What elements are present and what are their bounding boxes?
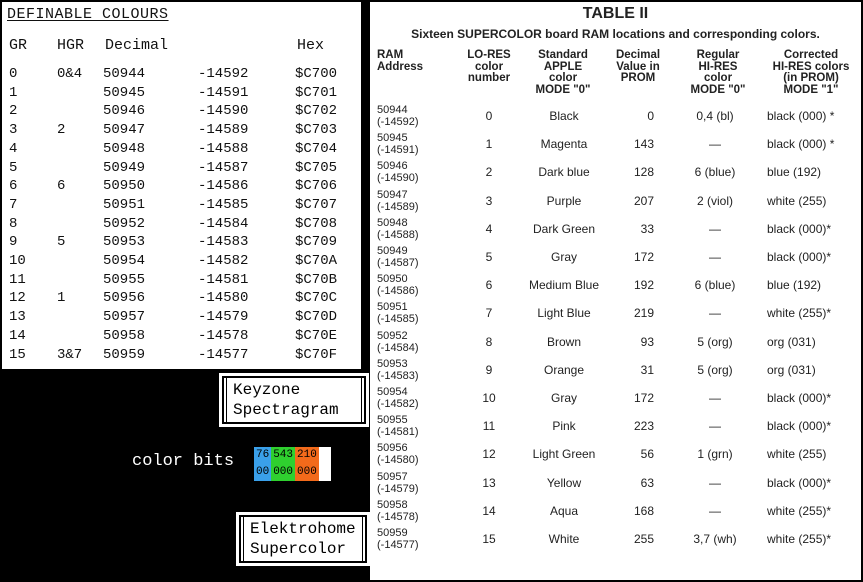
cell-ram-address xyxy=(377,358,419,382)
address-negative: (-14585) xyxy=(377,313,419,326)
cell-lores-number: 0 xyxy=(485,109,493,123)
color-bits-swatches xyxy=(254,447,331,481)
definable-row xyxy=(2,328,361,347)
definable-row xyxy=(2,216,361,235)
table-row xyxy=(370,244,861,272)
elektrohome-line1: Elektrohome xyxy=(250,520,356,538)
cell-gr: 2 xyxy=(9,103,18,120)
th-corrected xyxy=(762,50,860,96)
address-negative: (-14580) xyxy=(377,454,419,467)
cell-lores-number: 6 xyxy=(485,278,493,293)
cell-standard-color: Black xyxy=(549,109,579,123)
cell-standard-color: Medium Blue xyxy=(528,278,600,293)
keyzone-label-box xyxy=(219,373,369,427)
cell-corrected-hires: black (000) * xyxy=(767,109,835,123)
cell-gr: 1 xyxy=(9,84,18,101)
cell-hgr: 6 xyxy=(57,178,66,195)
cell-corrected-hires: black (000) * xyxy=(767,137,835,152)
cell-neg: -14588 xyxy=(198,140,249,157)
cell-dec: 50958 xyxy=(103,327,146,344)
cell-gr: 6 xyxy=(9,178,18,195)
cell-regular-hires: — xyxy=(709,137,721,152)
cell-standard-color: Orange xyxy=(543,362,585,377)
cell-neg: -14577 xyxy=(198,346,249,363)
cell-lores-number: 3 xyxy=(485,193,493,208)
cell-hex: $C708 xyxy=(295,215,338,232)
cell-lores-number: 15 xyxy=(482,532,496,546)
header-line: (in PROM) xyxy=(783,72,839,84)
th-regular xyxy=(682,50,754,96)
elektrohome-line2: Supercolor xyxy=(250,540,347,558)
definable-row xyxy=(2,272,361,291)
th-ram-address xyxy=(377,50,423,73)
cell-dec: 50955 xyxy=(103,271,146,288)
cell-neg: -14583 xyxy=(198,234,249,251)
address-negative: (-14581) xyxy=(377,426,419,439)
cell-neg: -14584 xyxy=(198,215,249,232)
keyzone-line2: Spectragram xyxy=(233,401,339,419)
bit-top: 210 xyxy=(297,449,317,461)
table-ii-panel xyxy=(370,2,861,580)
definable-row xyxy=(2,103,361,122)
cell-corrected-hires: org (031) xyxy=(767,362,816,377)
cell-hgr: 0&4 xyxy=(57,66,83,82)
cell-gr: 3 xyxy=(9,122,18,139)
cell-standard-color: Gray xyxy=(550,391,577,405)
cell-hex: $C703 xyxy=(295,122,338,139)
cell-decimal-value: 63 xyxy=(640,475,654,490)
color-bit-white-block xyxy=(319,447,331,481)
cell-gr: 9 xyxy=(9,234,18,251)
cell-ram-address xyxy=(377,527,419,551)
cell-regular-hires: 6 (blue) xyxy=(694,278,736,293)
address-decimal: 50946 xyxy=(377,160,408,173)
header-line: Standard xyxy=(538,49,588,61)
cell-ram-address xyxy=(377,217,419,241)
definable-row xyxy=(2,197,361,216)
header-line: HI-RES colors xyxy=(772,60,850,73)
cell-corrected-hires: blue (192) xyxy=(767,165,822,180)
table-row xyxy=(370,357,861,385)
cell-standard-color: Dark Green xyxy=(532,221,596,236)
cell-hex: $C702 xyxy=(295,103,338,120)
header-line: PROM xyxy=(620,72,656,84)
cell-lores-number: 11 xyxy=(482,419,496,434)
cell-neg: -14587 xyxy=(198,159,249,176)
cell-regular-hires: 5 (org) xyxy=(697,334,733,349)
th-decimal xyxy=(608,50,668,85)
cell-corrected-hires: black (000)* xyxy=(767,250,832,264)
cell-regular-hires: 2 (viol) xyxy=(696,193,733,208)
cell-hex: $C700 xyxy=(295,66,338,82)
address-negative: (-14590) xyxy=(377,172,419,185)
cell-lores-number: 4 xyxy=(485,221,493,236)
cell-standard-color: Gray xyxy=(550,250,577,264)
cell-dec: 50948 xyxy=(103,140,146,157)
address-decimal: 50956 xyxy=(377,442,408,455)
table-row xyxy=(370,329,861,357)
definable-row xyxy=(2,66,361,85)
cell-regular-hires: — xyxy=(709,503,721,518)
address-decimal: 50950 xyxy=(377,273,408,286)
address-decimal: 50957 xyxy=(377,470,408,483)
address-decimal: 50949 xyxy=(377,245,408,257)
bit-top: 76 xyxy=(256,449,270,461)
cell-decimal-value: 219 xyxy=(633,306,654,321)
header-line: color xyxy=(548,72,578,84)
address-negative: (-14591) xyxy=(377,144,419,157)
address-decimal: 50953 xyxy=(377,357,408,370)
cell-ram-address xyxy=(377,386,419,410)
table-row xyxy=(370,413,861,441)
header-line: Value in xyxy=(616,60,660,73)
header-line: color xyxy=(703,72,733,84)
cell-hgr: 2 xyxy=(57,122,66,139)
cell-dec: 50950 xyxy=(103,178,146,195)
cell-corrected-hires: white (255)* xyxy=(767,306,832,321)
cell-neg: -14585 xyxy=(198,196,249,213)
cell-regular-hires: — xyxy=(709,475,721,490)
cell-ram-address xyxy=(377,104,419,128)
cell-standard-color: Purple xyxy=(546,193,582,208)
header-decimal: Decimal xyxy=(105,37,169,54)
address-decimal: 50944 xyxy=(377,104,408,116)
cell-decimal-value: 207 xyxy=(633,193,654,208)
cell-hex: $C70D xyxy=(295,309,338,326)
cell-neg: -14590 xyxy=(198,103,249,120)
definable-row xyxy=(2,85,361,104)
cell-regular-hires: — xyxy=(709,419,721,434)
cell-standard-color: White xyxy=(548,532,580,546)
cell-neg: -14581 xyxy=(198,271,249,288)
cell-regular-hires: 5 (org) xyxy=(697,362,733,377)
header-line: LO-RES xyxy=(467,49,511,61)
elektrohome-label-box xyxy=(236,512,370,566)
cell-hex: $C706 xyxy=(295,178,338,195)
header-line: Address xyxy=(377,60,424,73)
table-row xyxy=(370,498,861,526)
definable-row xyxy=(2,234,361,253)
color-bit-swatch xyxy=(254,447,271,481)
address-negative: (-14582) xyxy=(377,398,419,410)
cell-gr: 8 xyxy=(9,215,18,232)
cell-neg: -14582 xyxy=(198,253,249,269)
table-row xyxy=(370,188,861,216)
cell-lores-number: 9 xyxy=(485,362,493,377)
address-negative: (-14577) xyxy=(377,539,419,551)
bit-top: 543 xyxy=(273,449,294,461)
cell-decimal-value: 143 xyxy=(633,137,654,152)
table-row xyxy=(370,216,861,244)
header-hgr: HGR xyxy=(57,37,85,54)
header-line: MODE "0" xyxy=(535,83,591,96)
cell-dec: 50944 xyxy=(103,66,146,82)
th-standard xyxy=(522,50,604,96)
address-decimal: 50955 xyxy=(377,414,408,427)
color-bit-swatch xyxy=(295,447,319,481)
cell-ram-address xyxy=(377,442,419,466)
header-line: Regular xyxy=(696,49,740,61)
definable-row xyxy=(2,122,361,141)
color-bit-swatch xyxy=(271,447,295,481)
cell-standard-color: Aqua xyxy=(549,503,579,518)
cell-standard-color: Yellow xyxy=(546,475,582,490)
table-ii-subtitle: Sixteen SUPERCOLOR board RAM locations and corresponding colors. xyxy=(411,27,820,41)
bit-bottom: 000 xyxy=(273,466,294,478)
cell-corrected-hires: blue (192) xyxy=(767,278,822,293)
cell-decimal-value: 172 xyxy=(633,391,654,405)
table-row xyxy=(370,470,861,498)
cell-dec: 50957 xyxy=(103,309,146,326)
cell-gr: 12 xyxy=(9,290,26,307)
cell-ram-address xyxy=(377,160,419,184)
definable-row xyxy=(2,160,361,179)
cell-ram-address xyxy=(377,301,419,325)
cell-hgr: 1 xyxy=(57,290,66,307)
cell-gr: 13 xyxy=(9,309,26,326)
cell-lores-number: 8 xyxy=(485,334,493,349)
cell-ram-address xyxy=(377,245,419,269)
definable-colours-panel xyxy=(2,2,361,369)
cell-dec: 50945 xyxy=(103,84,146,101)
header-line: color xyxy=(474,60,504,73)
table-row xyxy=(370,272,861,300)
address-decimal: 50951 xyxy=(377,301,408,314)
th-lores xyxy=(459,50,519,85)
cell-hex: $C709 xyxy=(295,234,338,251)
table-row xyxy=(370,103,861,131)
cell-decimal-value: 31 xyxy=(640,362,654,377)
address-decimal: 50958 xyxy=(377,498,408,511)
cell-decimal-value: 33 xyxy=(640,221,654,236)
address-negative: (-14579) xyxy=(377,482,419,495)
bit-bottom: 00 xyxy=(256,466,270,478)
cell-hex: $C701 xyxy=(295,84,338,101)
bit-bottom: 000 xyxy=(297,466,317,478)
header-line: number xyxy=(467,72,511,84)
address-negative: (-14587) xyxy=(377,257,419,269)
cell-corrected-hires: white (255)* xyxy=(767,532,832,546)
header-line: Corrected xyxy=(783,49,839,61)
cell-decimal-value: 255 xyxy=(633,532,654,546)
cell-dec: 50956 xyxy=(103,290,146,307)
cell-hex: $C70A xyxy=(295,253,338,269)
cell-corrected-hires: black (000)* xyxy=(767,419,832,434)
cell-standard-color: Dark blue xyxy=(538,165,590,180)
cell-lores-number: 10 xyxy=(482,391,496,405)
address-decimal: 50954 xyxy=(377,386,408,398)
cell-gr: 5 xyxy=(9,159,18,176)
address-negative: (-14586) xyxy=(377,285,419,298)
cell-gr: 15 xyxy=(9,346,26,363)
cell-regular-hires: 0,4 (bl) xyxy=(696,109,734,123)
cell-gr: 14 xyxy=(9,327,26,344)
cell-decimal-value: 168 xyxy=(633,503,654,518)
cell-lores-number: 2 xyxy=(485,165,493,180)
cell-neg: -14592 xyxy=(198,66,249,82)
cell-decimal-value: 128 xyxy=(633,165,654,180)
header-line: APPLE xyxy=(543,60,583,73)
cell-standard-color: Light Green xyxy=(532,447,596,462)
cell-ram-address xyxy=(377,330,419,354)
cell-ram-address xyxy=(377,471,419,495)
header-line: RAM xyxy=(377,49,404,61)
cell-hex: $C707 xyxy=(295,196,338,213)
keyzone-line1: Keyzone xyxy=(233,381,301,399)
cell-corrected-hires: black (000)* xyxy=(767,221,832,236)
cell-dec: 50959 xyxy=(103,346,146,363)
definable-row xyxy=(2,178,361,197)
cell-neg: -14589 xyxy=(198,122,249,139)
definable-row xyxy=(2,141,361,160)
definable-row xyxy=(2,253,361,272)
cell-hex: $C70E xyxy=(295,327,338,344)
cell-regular-hires: — xyxy=(709,250,721,264)
cell-hex: $C70B xyxy=(295,271,338,288)
address-decimal: 50952 xyxy=(377,329,408,342)
cell-lores-number: 13 xyxy=(482,475,496,490)
header-line: MODE "0" xyxy=(690,83,746,96)
cell-standard-color: Light Blue xyxy=(537,306,591,321)
cell-gr: 0 xyxy=(9,66,18,82)
cell-ram-address xyxy=(377,499,419,523)
cell-decimal-value: 192 xyxy=(633,278,654,293)
cell-hex: $C704 xyxy=(295,140,338,157)
cell-neg: -14586 xyxy=(198,178,249,195)
cell-lores-number: 12 xyxy=(482,447,496,462)
cell-neg: -14578 xyxy=(198,327,249,344)
cell-decimal-value: 0 xyxy=(647,109,654,123)
cell-dec: 50949 xyxy=(103,159,146,176)
cell-regular-hires: — xyxy=(709,306,721,321)
address-negative: (-14584) xyxy=(377,341,419,354)
cell-lores-number: 5 xyxy=(485,250,493,264)
cell-gr: 4 xyxy=(9,140,18,157)
address-negative: (-14583) xyxy=(377,369,419,382)
cell-ram-address xyxy=(377,414,419,438)
cell-dec: 50952 xyxy=(103,215,146,232)
table-row xyxy=(370,385,861,413)
cell-ram-address xyxy=(377,189,419,213)
cell-dec: 50954 xyxy=(103,253,146,269)
table-row xyxy=(370,159,861,187)
definable-colours-title: DEFINABLE COLOURS xyxy=(7,6,169,23)
table-ii-title: TABLE II xyxy=(582,5,649,22)
definable-row xyxy=(2,347,361,366)
cell-standard-color: Magenta xyxy=(540,137,588,152)
address-decimal: 50959 xyxy=(377,527,408,539)
cell-corrected-hires: black (000)* xyxy=(767,475,832,490)
table-row xyxy=(370,526,861,554)
table-row xyxy=(370,441,861,469)
header-gr: GR xyxy=(9,37,28,54)
table-row xyxy=(370,131,861,159)
definable-row xyxy=(2,290,361,309)
cell-hgr: 3&7 xyxy=(57,346,83,363)
cell-dec: 50946 xyxy=(103,103,146,120)
cell-ram-address xyxy=(377,132,419,156)
color-bits-label: color bits xyxy=(132,452,235,471)
cell-standard-color: Brown xyxy=(546,334,581,349)
address-decimal: 50948 xyxy=(377,216,408,229)
cell-lores-number: 1 xyxy=(485,137,493,152)
cell-neg: -14579 xyxy=(198,309,249,326)
header-hex: Hex xyxy=(297,37,325,54)
cell-gr: 7 xyxy=(9,196,18,213)
cell-lores-number: 7 xyxy=(485,306,493,321)
address-decimal: 50947 xyxy=(377,188,408,201)
cell-lores-number: 14 xyxy=(482,503,496,518)
cell-regular-hires: 1 (grn) xyxy=(697,447,733,462)
address-decimal: 50945 xyxy=(377,132,408,145)
cell-neg: -14580 xyxy=(198,290,249,307)
cell-hgr: 5 xyxy=(57,234,66,251)
cell-regular-hires: — xyxy=(709,221,721,236)
cell-decimal-value: 56 xyxy=(640,447,654,462)
cell-hex: $C70F xyxy=(295,346,338,363)
header-line: HI-RES xyxy=(698,60,738,73)
cell-regular-hires: — xyxy=(709,391,721,405)
cell-dec: 50947 xyxy=(103,122,146,139)
cell-decimal-value: 223 xyxy=(633,419,654,434)
cell-dec: 50951 xyxy=(103,196,146,213)
cell-neg: -14591 xyxy=(198,84,249,101)
definable-row xyxy=(2,309,361,328)
address-negative: (-14592) xyxy=(377,116,419,128)
cell-standard-color: Pink xyxy=(552,419,576,434)
cell-corrected-hires: white (255) xyxy=(767,447,827,462)
cell-decimal-value: 172 xyxy=(633,250,654,264)
cell-corrected-hires: white (255)* xyxy=(767,503,832,518)
address-negative: (-14578) xyxy=(377,510,419,523)
cell-corrected-hires: org (031) xyxy=(767,334,816,349)
cell-dec: 50953 xyxy=(103,234,146,251)
cell-hex: $C70C xyxy=(295,290,338,307)
cell-corrected-hires: black (000)* xyxy=(767,391,832,405)
header-line: Decimal xyxy=(615,49,661,61)
cell-ram-address xyxy=(377,273,419,297)
cell-regular-hires: 6 (blue) xyxy=(694,165,736,180)
cell-corrected-hires: white (255) xyxy=(767,193,827,208)
table-row xyxy=(370,300,861,328)
address-negative: (-14589) xyxy=(377,200,419,213)
address-negative: (-14588) xyxy=(377,228,419,241)
cell-hex: $C705 xyxy=(295,159,338,176)
cell-gr: 11 xyxy=(9,271,26,288)
cell-regular-hires: 3,7 (wh) xyxy=(693,532,737,546)
cell-gr: 10 xyxy=(9,253,26,269)
header-line: MODE "1" xyxy=(783,83,839,96)
cell-decimal-value: 93 xyxy=(640,334,654,349)
